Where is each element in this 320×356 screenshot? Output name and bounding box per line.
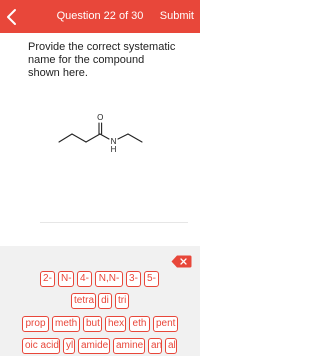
key-hex[interactable]: hex: [105, 316, 126, 332]
bond: [100, 134, 109, 139]
key-tri[interactable]: tri: [115, 293, 129, 309]
key-but[interactable]: but: [83, 316, 102, 332]
chemical-structure: [0, 110, 200, 170]
backspace-icon: [171, 255, 192, 268]
oxygen-label: O: [97, 113, 104, 122]
key-meth[interactable]: meth: [52, 316, 80, 332]
submit-button[interactable]: Submit: [159, 10, 194, 22]
key-an[interactable]: an: [148, 338, 162, 354]
chevron-left-icon: [2, 5, 24, 29]
key-eth[interactable]: eth: [129, 316, 150, 332]
key-amide[interactable]: amide: [78, 338, 110, 354]
hydrogen-label: H: [110, 145, 117, 154]
key-prop[interactable]: prop: [22, 316, 49, 332]
bond: [118, 134, 128, 139]
bond: [128, 134, 142, 142]
bond: [72, 134, 86, 142]
key-n-n[interactable]: N,N-: [95, 271, 123, 287]
bond: [59, 134, 72, 142]
key-5[interactable]: 5-: [144, 271, 159, 287]
question-counter: Question 22 of 30: [56, 10, 144, 22]
key-di[interactable]: di: [98, 293, 112, 309]
divider: [40, 222, 188, 223]
key-yl[interactable]: yl: [63, 338, 75, 354]
key-tetra[interactable]: tetra: [71, 293, 96, 309]
bond: [86, 134, 100, 142]
key-3[interactable]: 3-: [126, 271, 141, 287]
nitrogen-label: N: [110, 137, 117, 146]
key-n[interactable]: N-: [58, 271, 74, 287]
backspace-button[interactable]: [171, 255, 192, 268]
question-prompt: Provide the correct systematic name for the compound shown here.: [28, 41, 176, 79]
key-pent[interactable]: pent: [153, 316, 178, 332]
key-2[interactable]: 2-: [40, 271, 55, 287]
key-4[interactable]: 4-: [77, 271, 92, 287]
back-button[interactable]: [2, 5, 24, 29]
key-oic-acid[interactable]: oic acid: [22, 338, 60, 354]
key-al[interactable]: al: [165, 338, 177, 354]
header-bar: [0, 0, 200, 33]
key-amine[interactable]: amine: [113, 338, 145, 354]
